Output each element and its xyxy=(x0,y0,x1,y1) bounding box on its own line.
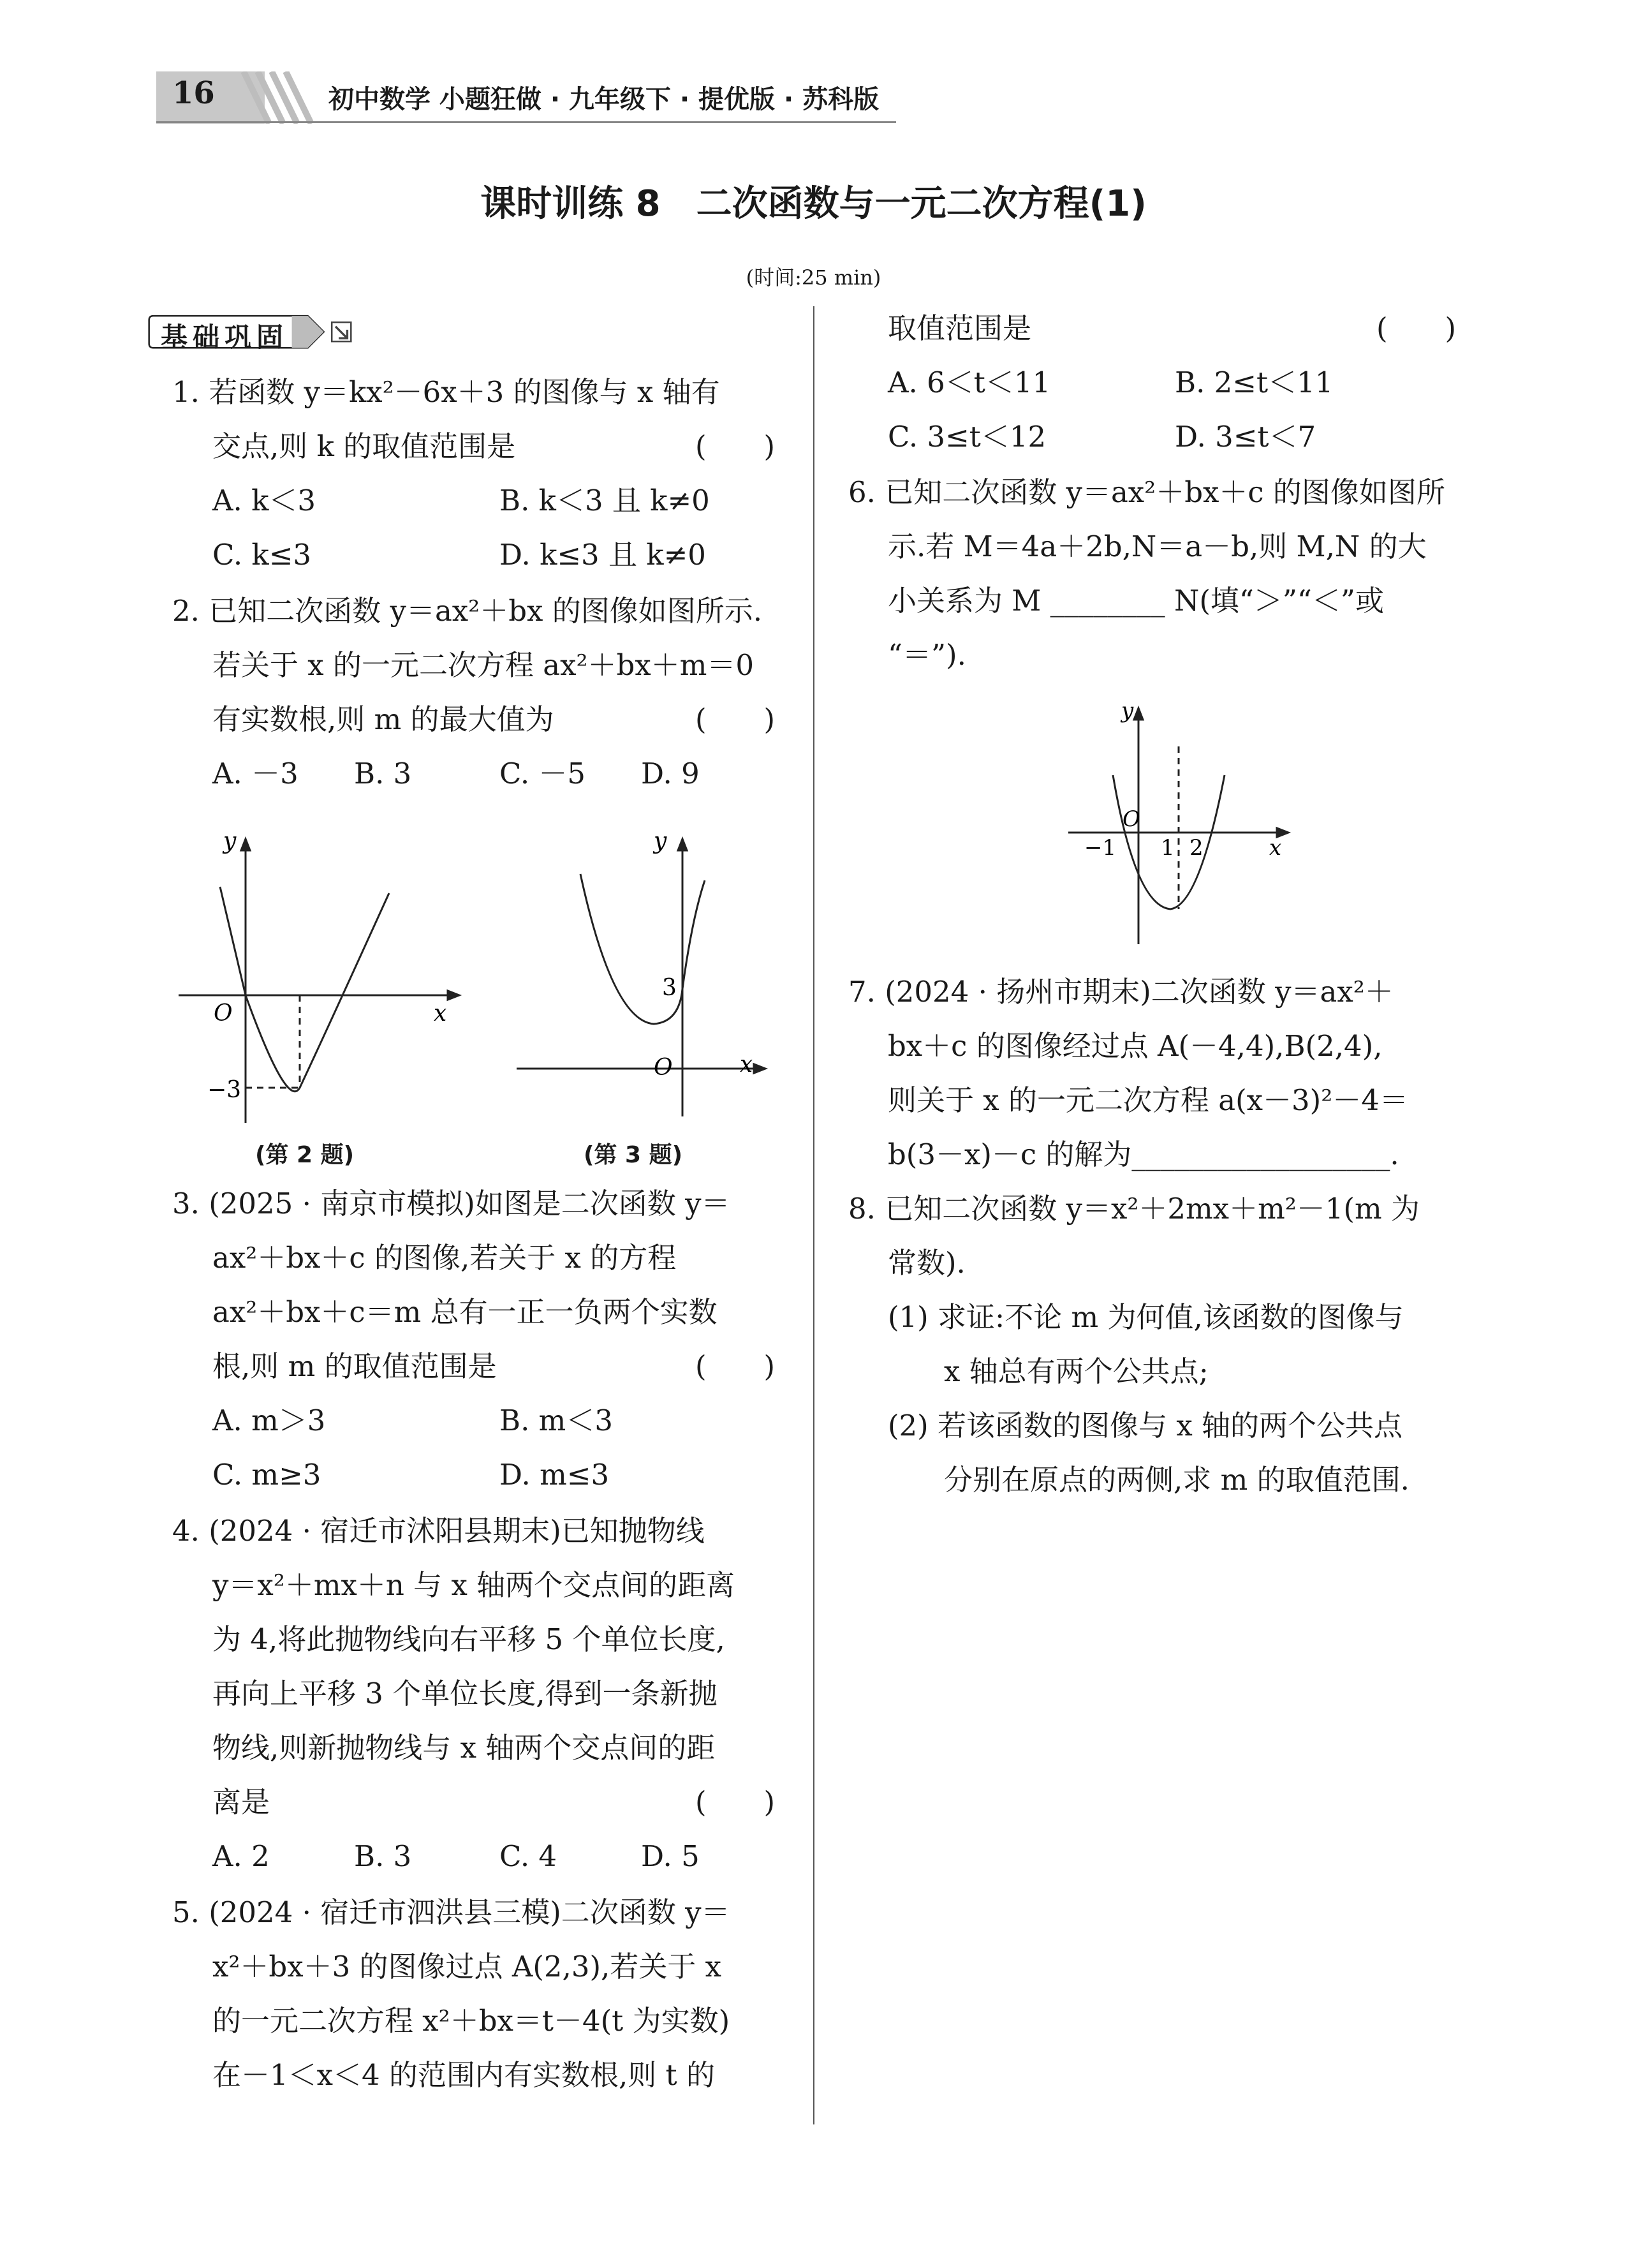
q2-option-d: D. 9 xyxy=(641,757,700,790)
fig2-x-arrow xyxy=(448,991,459,1000)
q4-line4: 再向上平移 3 个单位长度,得到一条新抛 xyxy=(212,1677,718,1710)
q8-part2-line1: (2) 若该函数的图像与 x 轴的两个公共点 xyxy=(888,1409,1403,1442)
fig6-x-label: x xyxy=(1269,835,1282,861)
column-divider xyxy=(813,306,814,2124)
fig3-intercept-label: 3 xyxy=(662,975,677,1001)
fig2-min-label: −3 xyxy=(207,1077,242,1103)
fig2-y-label: y xyxy=(223,828,237,854)
q8-part2-line2: 分别在原点的两侧,求 m 的取值范围. xyxy=(944,1463,1410,1497)
q2-option-b: B. 3 xyxy=(354,757,412,790)
q6-line3: 小关系为 M ________ N(填“＞”“＜”或 xyxy=(888,584,1384,618)
q8-line1: 8. 已知二次函数 y＝x²＋2mx＋m²－1(m 为 xyxy=(848,1192,1420,1226)
q5-line2: x²＋bx＋3 的图像过点 A(2,3),若关于 x xyxy=(212,1950,722,1983)
header-stripes xyxy=(237,71,314,124)
q7-line2: bx＋c 的图像经过点 A(－4,4),B(2,4), xyxy=(888,1029,1383,1063)
fig3-y-label: y xyxy=(654,828,667,854)
q2-line2: 若关于 x 的一元二次方程 ax²＋bx＋m＝0 xyxy=(212,648,755,682)
q8-part1-line2: x 轴总有两个公共点; xyxy=(944,1354,1209,1388)
q5-option-a: A. 6＜t＜11 xyxy=(888,366,1051,399)
q1-option-d: D. k≤3 且 k≠0 xyxy=(499,538,706,572)
q8-part1-line1: (1) 求证:不论 m 为何值,该函数的图像与 xyxy=(888,1300,1404,1334)
fig3-parabola xyxy=(580,874,705,1024)
fig6-label-1: 1 xyxy=(1161,835,1175,861)
q3-line4: 根,则 m 的取值范围是 xyxy=(212,1349,497,1383)
fig3-x-arrow xyxy=(754,1064,765,1073)
q7-line4: b(3－x)－c 的解为__________________. xyxy=(888,1138,1399,1171)
q6-line4: “＝”). xyxy=(888,638,966,672)
q4-line5: 物线,则新抛物线与 x 轴两个交点间的距 xyxy=(212,1731,716,1765)
q6-line2: 示.若 M＝4a＋2b,N＝a－b,则 M,N 的大 xyxy=(888,530,1427,563)
fig6-label-2: 2 xyxy=(1189,835,1204,861)
q7-line3: 则关于 x 的一元二次方程 a(x－3)²－4＝ xyxy=(888,1083,1408,1117)
q8-line2: 常数). xyxy=(888,1246,966,1280)
q1-option-b: B. k＜3 且 k≠0 xyxy=(499,484,710,517)
q3-line3: ax²＋bx＋c＝m 总有一正一负两个实数 xyxy=(212,1295,718,1329)
q1-line2: 交点,则 k 的取值范围是 xyxy=(212,429,516,463)
fig2-caption: (第 2 题) xyxy=(255,1142,355,1168)
q1-line1: 1. 若函数 y＝kx²－6x＋3 的图像与 x 轴有 xyxy=(172,375,720,409)
q4-option-b: B. 3 xyxy=(354,1839,412,1873)
q6-line1: 6. 已知二次函数 y＝ax²＋bx＋c 的图像如图所 xyxy=(848,475,1445,509)
lesson-title: 课时训练 8 二次函数与一元二次方程(1) xyxy=(480,183,1147,225)
q2-line3: 有实数根,则 m 的最大值为 xyxy=(212,702,554,736)
q5-line3: 的一元二次方程 x²＋bx＝t－4(t 为实数) xyxy=(212,2004,730,2038)
fig3-x-label: x xyxy=(740,1051,753,1078)
q2-line1: 2. 已知二次函数 y＝ax²＋bx 的图像如图所示. xyxy=(172,594,763,628)
q4-line1: 4. (2024 · 宿迁市沭阳县期末)已知抛物线 xyxy=(172,1514,705,1548)
fig2-y-arrow xyxy=(241,839,250,850)
q1-option-a: A. k＜3 xyxy=(212,484,316,517)
q5-option-d: D. 3≤t＜7 xyxy=(1175,420,1316,454)
fig6-label-neg1: −1 xyxy=(1084,835,1117,861)
q4-answer-paren: ( ) xyxy=(695,1785,776,1819)
fig3-y-arrow xyxy=(678,839,687,850)
q5-line1: 5. (2024 · 宿迁市泗洪县三模)二次函数 y＝ xyxy=(172,1895,730,1929)
fig3-origin-label: O xyxy=(654,1055,673,1081)
fig6-y-arrow xyxy=(1134,708,1143,720)
q3-option-d: D. m≤3 xyxy=(499,1458,610,1492)
q2-answer-paren: ( ) xyxy=(695,702,776,736)
q1-option-c: C. k≤3 xyxy=(212,538,312,572)
q4-line3: 为 4,将此抛物线向右平移 5 个单位长度, xyxy=(212,1622,725,1656)
q4-option-c: C. 4 xyxy=(499,1839,557,1873)
fig2-x-label: x xyxy=(434,1000,447,1027)
q3-option-a: A. m＞3 xyxy=(212,1404,326,1437)
q4-line2: y＝x²＋mx＋n 与 x 轴两个交点间的距离 xyxy=(212,1568,735,1602)
book-title: 初中数学 小题狂做 · 九年级下 · 提优版 · 苏科版 xyxy=(328,85,880,114)
q5-line4: 在－1＜x＜4 的范围内有实数根,则 t 的 xyxy=(212,2058,715,2092)
q1-answer-paren: ( ) xyxy=(695,429,776,463)
q3-option-c: C. m≥3 xyxy=(212,1458,321,1492)
q4-option-d: D. 5 xyxy=(641,1839,700,1873)
q4-line6: 离是 xyxy=(212,1785,270,1819)
q3-line2: ax²＋bx＋c 的图像,若关于 x 的方程 xyxy=(212,1241,677,1275)
q2-option-c: C. －5 xyxy=(499,757,586,790)
header-rule xyxy=(156,121,896,123)
q5-line5: 取值范围是 xyxy=(888,311,1032,345)
fig6-origin-label: O xyxy=(1123,806,1140,832)
fig3-caption: (第 3 题) xyxy=(584,1142,683,1168)
q5-option-c: C. 3≤t＜12 xyxy=(888,420,1047,454)
q5-answer-paren: ( ) xyxy=(1376,311,1457,345)
page-number: 16 xyxy=(172,75,215,111)
time-note: (时间:25 min) xyxy=(746,265,881,290)
q5-option-b: B. 2≤t＜11 xyxy=(1175,366,1334,399)
q3-option-b: B. m＜3 xyxy=(499,1404,613,1437)
fig6-y-label: y xyxy=(1121,698,1134,723)
fig2-origin-label: O xyxy=(214,1000,233,1027)
q2-option-a: A. －3 xyxy=(212,757,298,790)
figure-q6-graph xyxy=(1052,695,1307,951)
q7-line1: 7. (2024 · 扬州市期末)二次函数 y＝ax²＋ xyxy=(848,975,1394,1009)
figure-q3-graph xyxy=(510,823,784,1129)
figure-q2-graph xyxy=(172,823,472,1129)
q3-line1: 3. (2025 · 南京市模拟)如图是二次函数 y＝ xyxy=(172,1187,730,1220)
q4-option-a: A. 2 xyxy=(212,1839,270,1873)
section-label: 基础巩固 xyxy=(161,322,289,353)
q3-answer-paren: ( ) xyxy=(695,1349,776,1383)
